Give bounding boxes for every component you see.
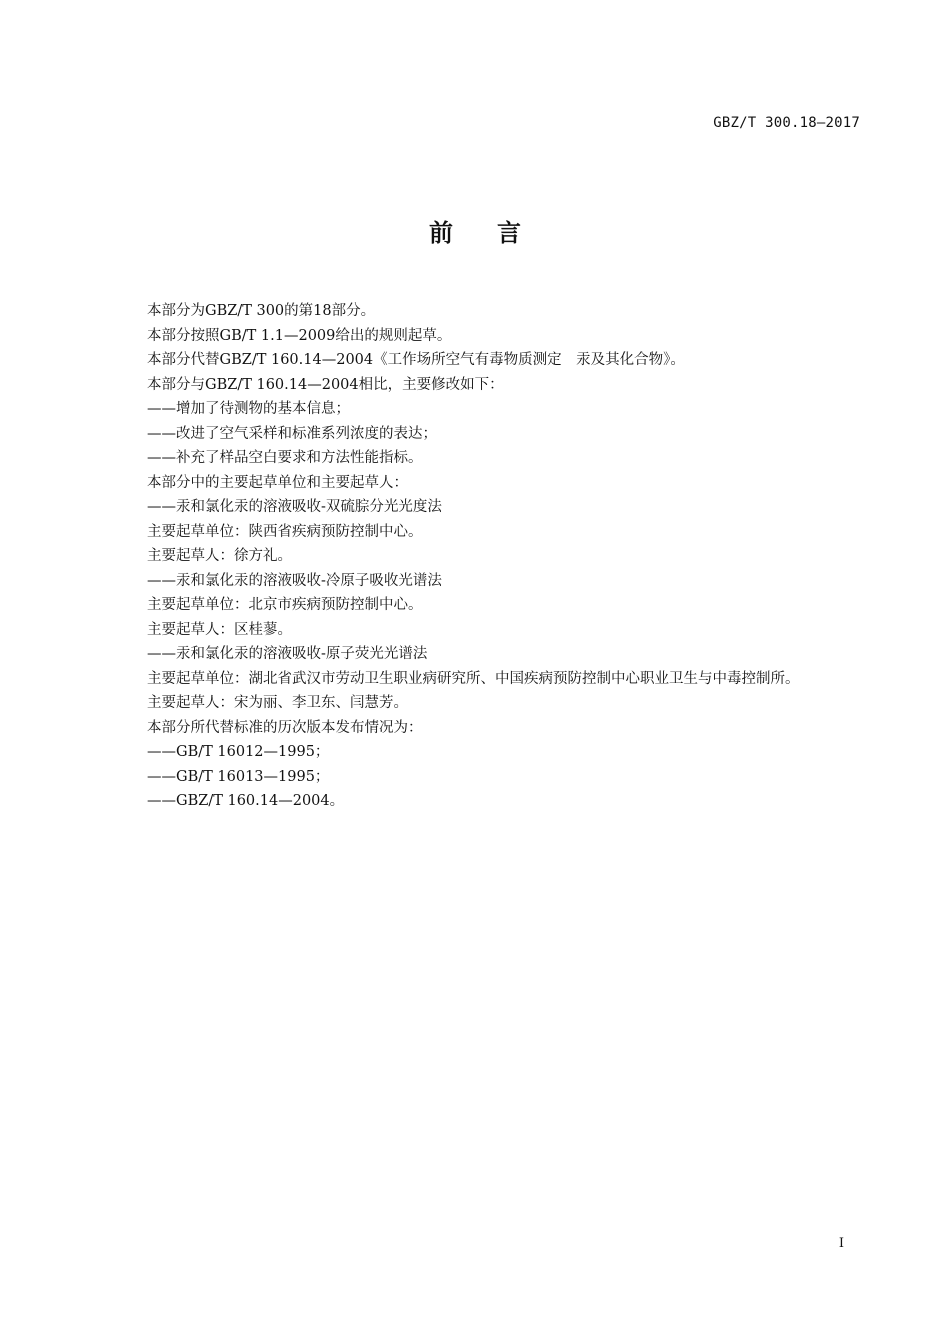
paragraph: 本部分代替GBZ/T 160.14—2004《工作场所空气有毒物质测定 汞及其化合物》。 [147, 352, 685, 368]
page-number: I [838, 1236, 844, 1251]
paragraph: 主要起草人：区桂蓼。 [147, 621, 292, 638]
page-title: 前言 [429, 219, 565, 247]
paragraph: 本部分为GBZ/T 300的第18部分。 [147, 303, 376, 319]
paragraph: 本部分与GBZ/T 160.14—2004相比，主要修改如下： [147, 376, 504, 393]
list-item: ——补充了样品空白要求和方法性能指标。 [147, 450, 423, 466]
standard-code: GBZ/T 300.18—2017 [713, 115, 860, 131]
list-item: ——改进了空气采样和标准系列浓度的表达； [147, 425, 437, 442]
foreword-body [115, 299, 860, 814]
list-item: ——GB/T 16013—1995； [147, 768, 330, 785]
paragraph: 主要起草人：徐方礼。 [147, 548, 292, 564]
list-item: ——GBZ/T 160.14—2004。 [147, 793, 345, 809]
paragraph: 主要起草单位：北京市疾病预防控制中心。 [147, 597, 423, 613]
paragraph: 本部分所代替标准的历次版本发布情况为： [147, 719, 423, 736]
paragraph: 本部分中的主要起草单位和主要起草人： [147, 474, 408, 491]
list-item: ——汞和氯化汞的溶液吸收-原子荧光光谱法 [147, 646, 428, 662]
paragraph: 主要起草人：宋为丽、李卫东、闫慧芳。 [147, 695, 408, 711]
paragraph: 主要起草单位：陕西省疾病预防控制中心。 [147, 523, 423, 540]
list-item: ——增加了待测物的基本信息； [147, 401, 350, 417]
list-item: ——GB/T 16012—1995； [147, 744, 330, 760]
paragraph: 主要起草单位：湖北省武汉市劳动卫生职业病研究所、中国疾病预防控制中心职业卫生与中毒控制所。 [147, 670, 800, 687]
paragraph: 本部分按照GB/T 1.1—2009给出的规则起草。 [147, 327, 452, 344]
list-item: ——汞和氯化汞的溶液吸收-冷原子吸收光谱法 [147, 572, 442, 589]
list-item: ——汞和氯化汞的溶液吸收-双硫腙分光光度法 [147, 499, 442, 515]
